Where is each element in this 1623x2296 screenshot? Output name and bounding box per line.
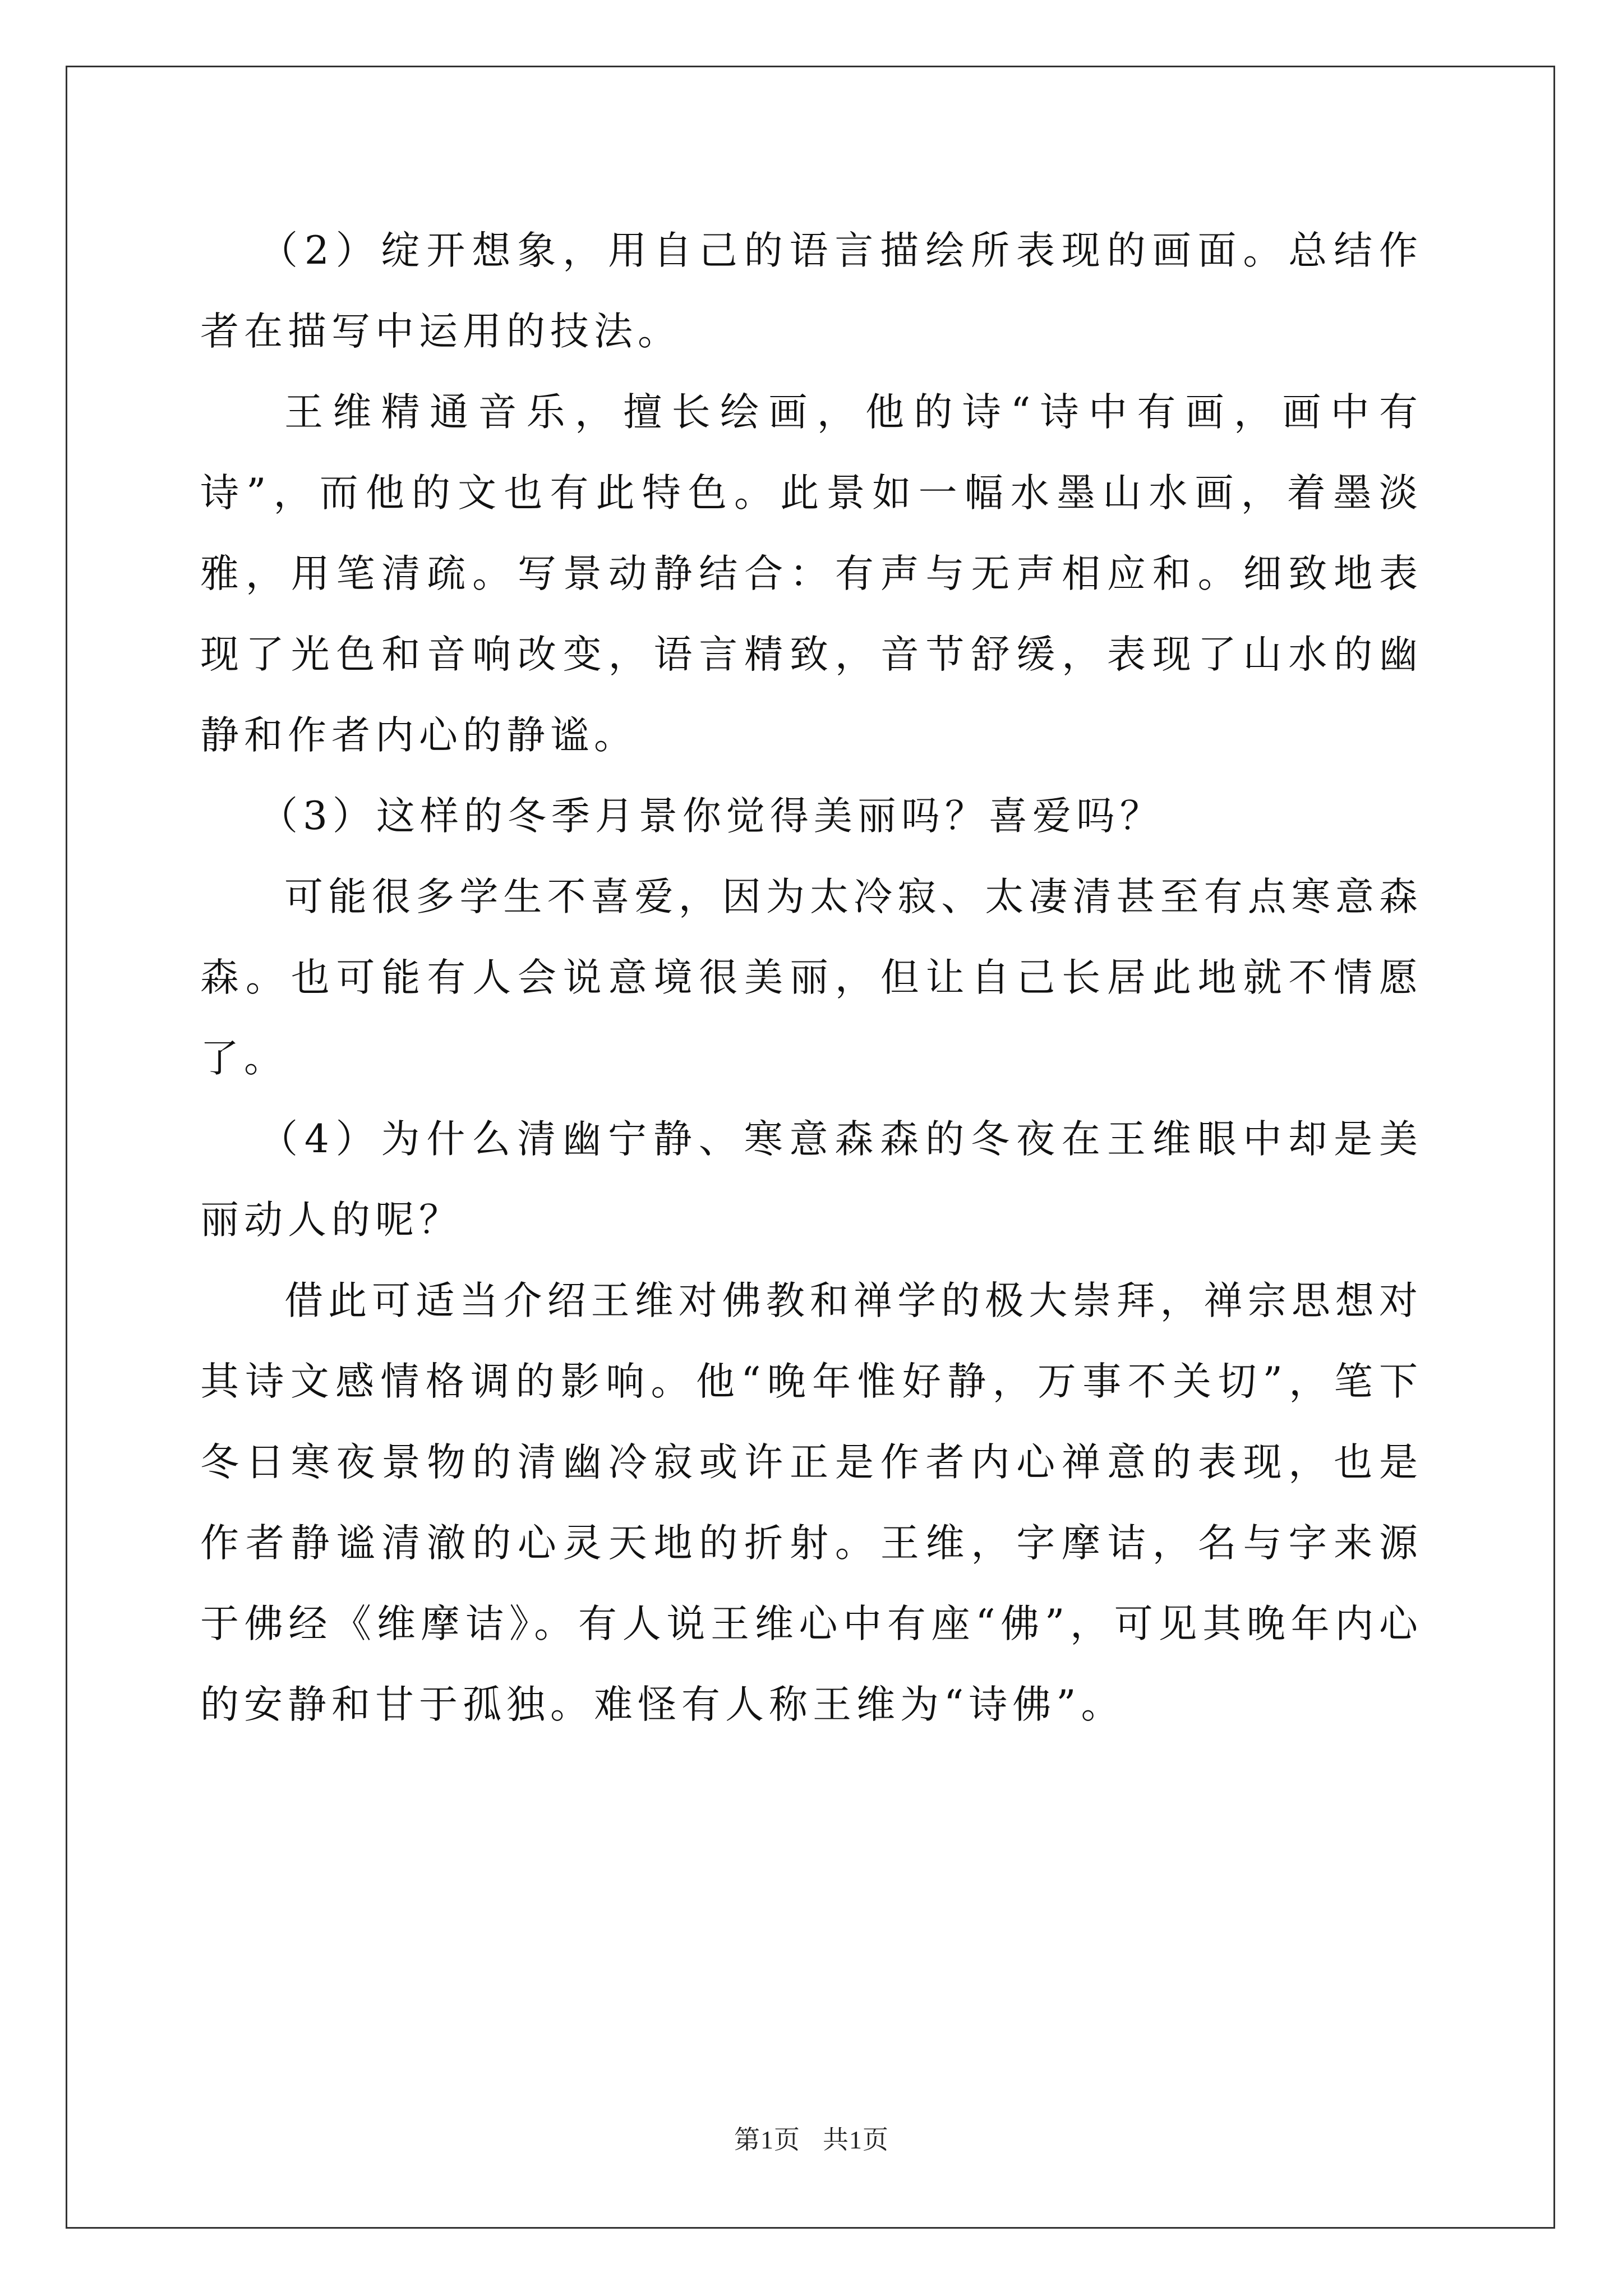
question-2-paragraph: （2）绽开想象，用自己的语言描绘所表现的画面。总结作者在描写中运用的技法。 (200, 228, 1423, 354)
document-body (200, 210, 1423, 1745)
answer-4-paragraph: 借此可适当介绍王维对佛教和禅学的极大崇拜，禅宗思想对其诗文感情格调的影响。他“晚年惟好静，万事不关切”，笔下冬日寒夜景物的清幽冷寂或许正是作者内心禅意的表现，也是作者静谧清澈的心灵天地的折射。王维，字摩诘，名与字来源于佛经《维摩诘》。有人说王维心中有座“佛”，可见其晚年内心的安静和甘于孤独。难怪有人称王维为“诗佛”。 (200, 1278, 1423, 1727)
answer-3-paragraph: 可能很多学生不喜爱，因为太冷寂、太凄清甚至有点寒意森森。也可能有人会说意境很美丽，但让自己长居此地就不情愿了。 (200, 875, 1423, 1081)
page-total: 共1页 (823, 2125, 889, 2154)
question-4-paragraph: （4）为什么清幽宁静、寒意森森的冬夜在王维眼中却是美丽动人的呢？ (200, 1117, 1423, 1243)
page-number: 第1页 (734, 2125, 800, 2154)
answer-2-paragraph: 王维精通音乐，擅长绘画，他的诗“诗中有画，画中有诗”，而他的文也有此特色。此景如一幅水墨山水画，着墨淡雅，用笔清疏。写景动静结合：有声与无声相应和。细致地表现了光色和音响改变，语言精致，音节舒缓，表现了山水的幽静和作者内心的静谧。 (200, 390, 1423, 758)
page-footer (0, 2119, 1623, 2156)
question-3-paragraph: （3）这样的冬季月景你觉得美丽吗？喜爱吗？ (259, 794, 1164, 839)
